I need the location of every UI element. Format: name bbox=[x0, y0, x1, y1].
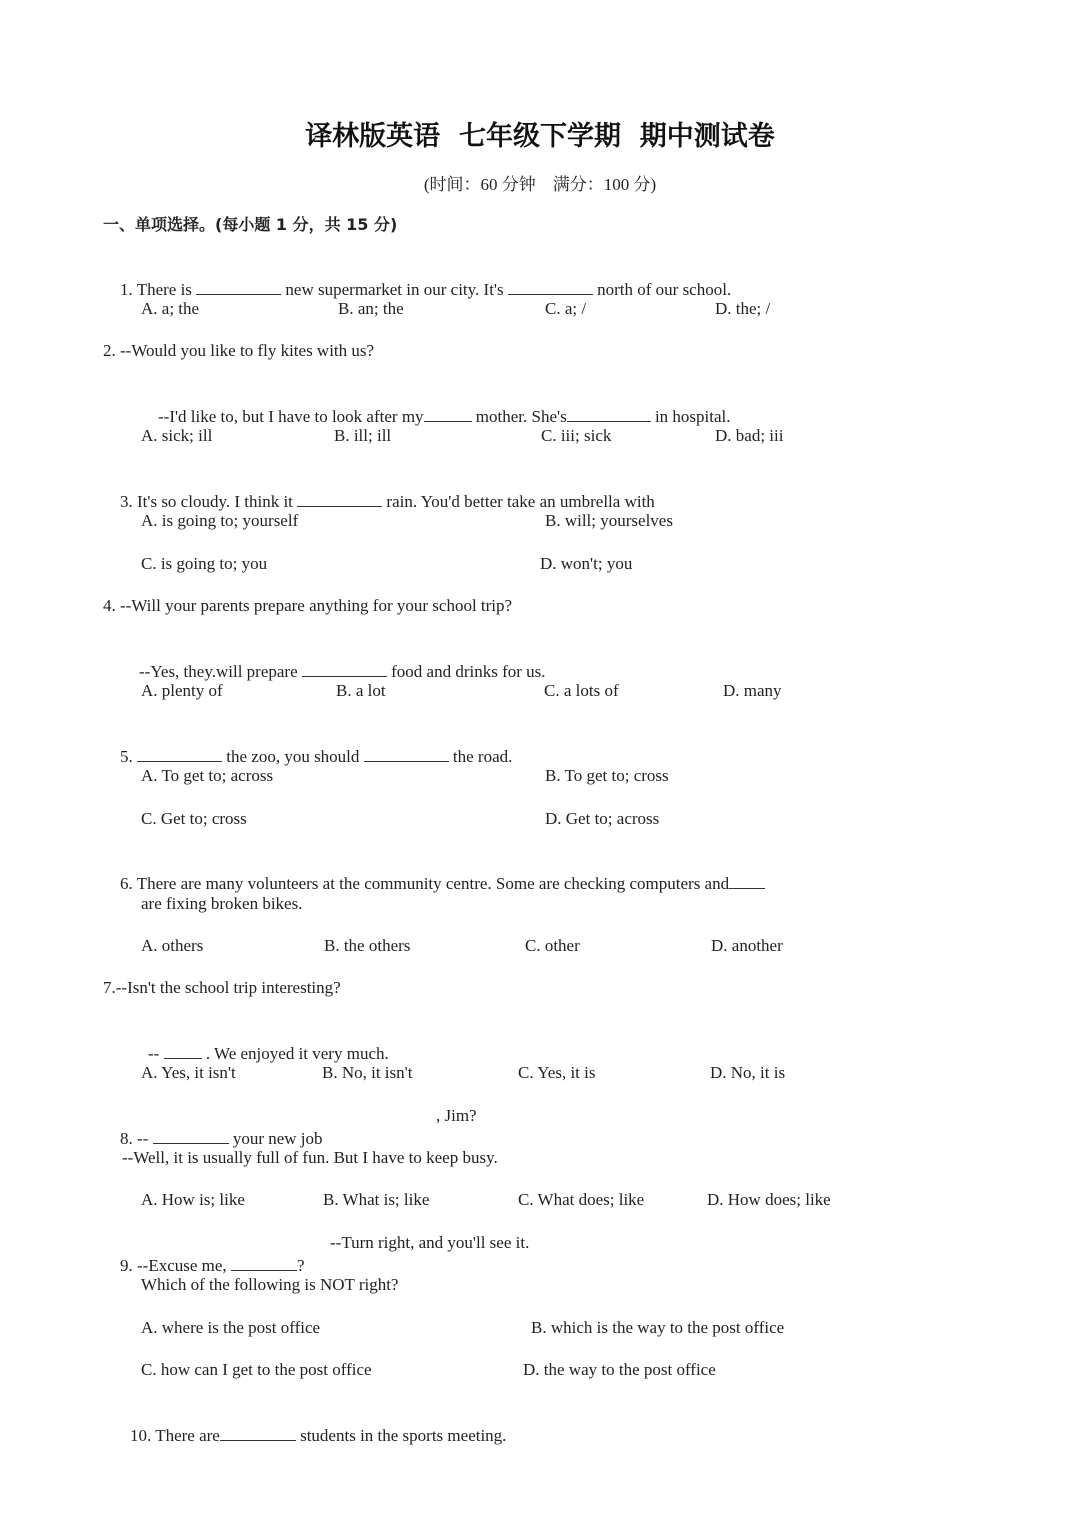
q3-text-2: rain. You'd better take an umbrella with bbox=[382, 492, 655, 511]
q1-blank-1 bbox=[196, 278, 281, 295]
q9-blank-1 bbox=[231, 1254, 297, 1271]
q4-blank-1 bbox=[302, 660, 387, 677]
q4-text-1: --Yes, they.will prepare bbox=[139, 662, 302, 681]
q2-blank-1 bbox=[424, 405, 472, 422]
q6-blank-1 bbox=[729, 872, 765, 889]
q4-text-2: food and drinks for us. bbox=[386, 662, 546, 681]
q1-blank-2 bbox=[508, 278, 593, 295]
q2-option-c: C. iii; sick bbox=[541, 426, 612, 445]
q5-option-b: B. To get to; cross bbox=[545, 766, 669, 785]
q2-text-3: in hospital. bbox=[650, 407, 731, 426]
q7-text-1: -- bbox=[148, 1044, 164, 1063]
q2-option-b: B. ill; ill bbox=[334, 426, 392, 445]
q7-line-1: 7.--Isn't the school trip interesting? bbox=[103, 978, 341, 997]
q10-text-1: 10. There are bbox=[130, 1426, 220, 1445]
q4-option-d: D. many bbox=[723, 681, 782, 700]
q1-option-c: C. a; / bbox=[545, 299, 587, 318]
q8-line-2: --Well, it is usually full of fun. But I have to keep busy. bbox=[122, 1148, 498, 1167]
q1-option-a: A. a; the bbox=[141, 299, 200, 318]
q2-option-d: D. bad; iii bbox=[715, 426, 784, 445]
q2-blank-2 bbox=[567, 405, 651, 422]
q3-option-b: B. will; yourselves bbox=[545, 511, 673, 530]
q7-option-a: A. Yes, it isn't bbox=[141, 1063, 236, 1082]
q3-option-d: D. won't; you bbox=[540, 554, 633, 573]
q9-option-b: B. which is the way to the post office bbox=[531, 1318, 785, 1337]
q7-option-d: D. No, it is bbox=[710, 1063, 786, 1082]
question-2 bbox=[141, 383, 731, 450]
q1-option-d: D. the; / bbox=[715, 299, 771, 318]
q9-option-a: A. where is the post office bbox=[141, 1318, 321, 1337]
q1-text-2: new supermarket in our city. It's bbox=[281, 280, 508, 299]
q5-blank-1 bbox=[137, 745, 222, 762]
q4-option-a: A. plenty of bbox=[141, 681, 223, 700]
q9-text-1: 9. --Excuse me, bbox=[120, 1256, 231, 1275]
q4-option-b: B. a lot bbox=[336, 681, 386, 700]
q8-text-1: 8. -- bbox=[120, 1129, 153, 1148]
q5-option-a: A. To get to; across bbox=[141, 766, 274, 785]
q8-option-a: A. How is; like bbox=[141, 1190, 245, 1209]
q6-line-2: are fixing broken bikes. bbox=[141, 894, 303, 913]
q5-option-c: C. Get to; cross bbox=[141, 809, 247, 828]
q4-option-c: C. a lots of bbox=[544, 681, 619, 700]
q8-option-d: D. How does; like bbox=[707, 1190, 831, 1209]
question-10 bbox=[113, 1402, 506, 1469]
q10-text-2: students in the sports meeting. bbox=[295, 1426, 507, 1445]
q7-option-b: B. No, it isn't bbox=[322, 1063, 413, 1082]
q7-blank-1 bbox=[164, 1042, 202, 1059]
q5-text-3: the road. bbox=[448, 747, 513, 766]
q1-option-b: B. an; the bbox=[338, 299, 404, 318]
q2-option-a: A. sick; ill bbox=[141, 426, 213, 445]
q2-text-1: --I'd like to, but I have to look after my bbox=[158, 407, 424, 426]
section-heading: 一、单项选择。(每小题 1 分，共 15 分) bbox=[103, 215, 398, 234]
q9-option-d: D. the way to the post office bbox=[523, 1360, 716, 1379]
q5-option-d: D. Get to; across bbox=[545, 809, 660, 828]
q6-option-a: A. others bbox=[141, 936, 204, 955]
q1-text-3: north of our school. bbox=[592, 280, 732, 299]
q3-blank-1 bbox=[297, 490, 382, 507]
q4-line-1: 4. --Will your parents prepare anything for your school trip? bbox=[103, 596, 513, 615]
q6-option-b: B. the others bbox=[324, 936, 411, 955]
q6-text-1: 6. There are many volunteers at the community centre. Some are checking computers and bbox=[120, 874, 730, 893]
q5-text-2: the zoo, you should bbox=[222, 747, 364, 766]
q7-option-c: C. Yes, it is bbox=[518, 1063, 596, 1082]
q8-text-2: your new job bbox=[228, 1129, 323, 1148]
q9-line-2: Which of the following is NOT right? bbox=[141, 1275, 399, 1294]
q2-line-1: 2. --Would you like to fly kites with us? bbox=[103, 341, 375, 360]
exam-title: 译林版英语 七年级下学期 期中测试卷 bbox=[305, 121, 775, 152]
q10-blank-1 bbox=[220, 1424, 296, 1441]
q1-text-1: 1. There is bbox=[120, 280, 197, 299]
q7-text-2: . We enjoyed it very much. bbox=[201, 1044, 389, 1063]
q2-text-2: mother. She's bbox=[471, 407, 567, 426]
q9-option-c: C. how can I get to the post office bbox=[141, 1360, 372, 1379]
q8-option-c: C. What does; like bbox=[518, 1190, 645, 1209]
q8-blank-1 bbox=[153, 1127, 229, 1144]
q6-option-d: D. another bbox=[711, 936, 783, 955]
q6-option-c: C. other bbox=[525, 936, 580, 955]
q9-text-2: ? bbox=[296, 1256, 305, 1275]
exam-subtitle: (时间：60 分钟 满分：100 分) bbox=[423, 175, 657, 194]
q3-option-c: C. is going to; you bbox=[141, 554, 268, 573]
q3-option-a: A. is going to; yourself bbox=[141, 511, 299, 530]
q3-text-1: 3. It's so cloudy. I think it bbox=[120, 492, 298, 511]
q5-blank-2 bbox=[364, 745, 449, 762]
q8-text-3: , Jim? bbox=[436, 1106, 477, 1125]
q9-text-3: --Turn right, and you'll see it. bbox=[330, 1233, 530, 1252]
q5-text-1: 5. bbox=[120, 747, 137, 766]
q8-option-b: B. What is; like bbox=[323, 1190, 430, 1209]
